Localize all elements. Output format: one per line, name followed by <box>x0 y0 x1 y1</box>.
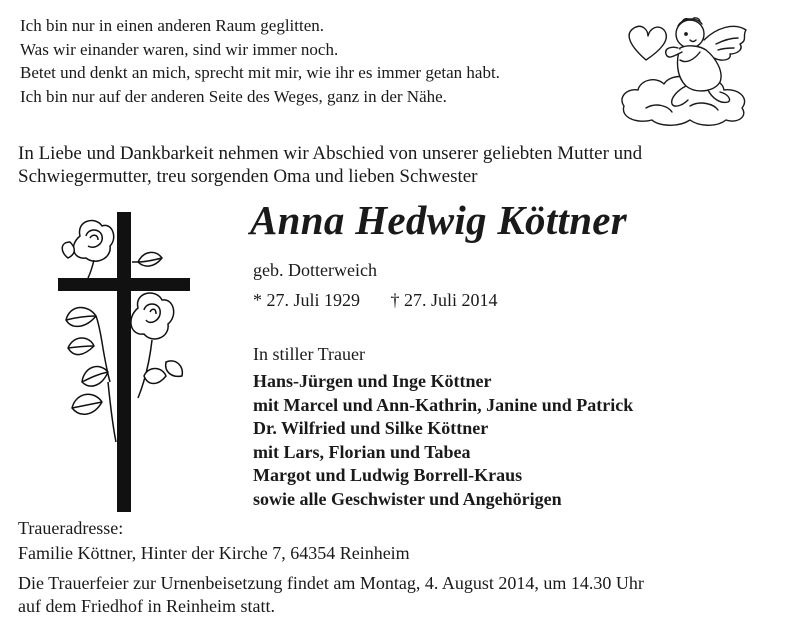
cherub-with-heart-icon <box>616 10 756 128</box>
service-line: auf dem Friedhof in Reinheim statt. <box>18 596 275 616</box>
birth-name: geb. Dotterweich <box>253 260 377 280</box>
service-notice <box>18 572 644 618</box>
intro-text <box>18 142 788 188</box>
family-line: Hans-Jürgen und Inge Köttner <box>253 371 492 391</box>
mourning-address <box>18 516 410 566</box>
birth-date: * 27. Juli 1929 <box>253 290 361 310</box>
poem-line: Ich bin nur in einen anderen Raum geglitten. <box>20 16 325 35</box>
cross-with-roses-icon <box>58 212 198 512</box>
service-line: Die Trauerfeier zur Urnenbeisetzung findet am Montag, 4. August 2014, um 14.30 Uhr <box>18 573 644 593</box>
poem-line: Was wir einander waren, sind wir immer noch. <box>20 39 339 59</box>
life-dates <box>253 290 498 311</box>
death-date: † 27. Juli 2014 <box>390 290 498 310</box>
mourning-label: In stiller Trauer <box>253 344 365 364</box>
family-line: Margot und Ludwig Borrell-Kraus <box>253 465 523 486</box>
family-line: mit Lars, Florian und Tabea <box>253 441 471 462</box>
family-line: sowie alle Geschwister und Angehörigen <box>253 488 562 509</box>
address-label: Traueradresse: <box>18 518 124 538</box>
poem-line: Ich bin nur auf der anderen Seite des Weges, ganz in der Nähe. <box>20 86 447 106</box>
poem <box>20 14 500 108</box>
family-line: mit Marcel und Ann-Kathrin, Janine und Patrick <box>253 394 634 415</box>
poem-line: Betet und denkt an mich, sprecht mit mir, wie ihr es immer getan habt. <box>20 63 500 82</box>
address-line: Familie Köttner, Hinter der Kirche 7, 64354 Reinheim <box>18 543 410 563</box>
intro-line: Schwiegermutter, treu sorgenden Oma und lieben Schwester <box>18 166 478 187</box>
deceased-name: Anna Hedwig Köttner <box>250 197 628 243</box>
family-line: Dr. Wilfried und Silke Köttner <box>253 418 489 439</box>
intro-line: In Liebe und Dankbarkeit nehmen wir Abschied von unserer geliebten Mutter und <box>18 143 643 164</box>
family-list <box>253 370 633 512</box>
